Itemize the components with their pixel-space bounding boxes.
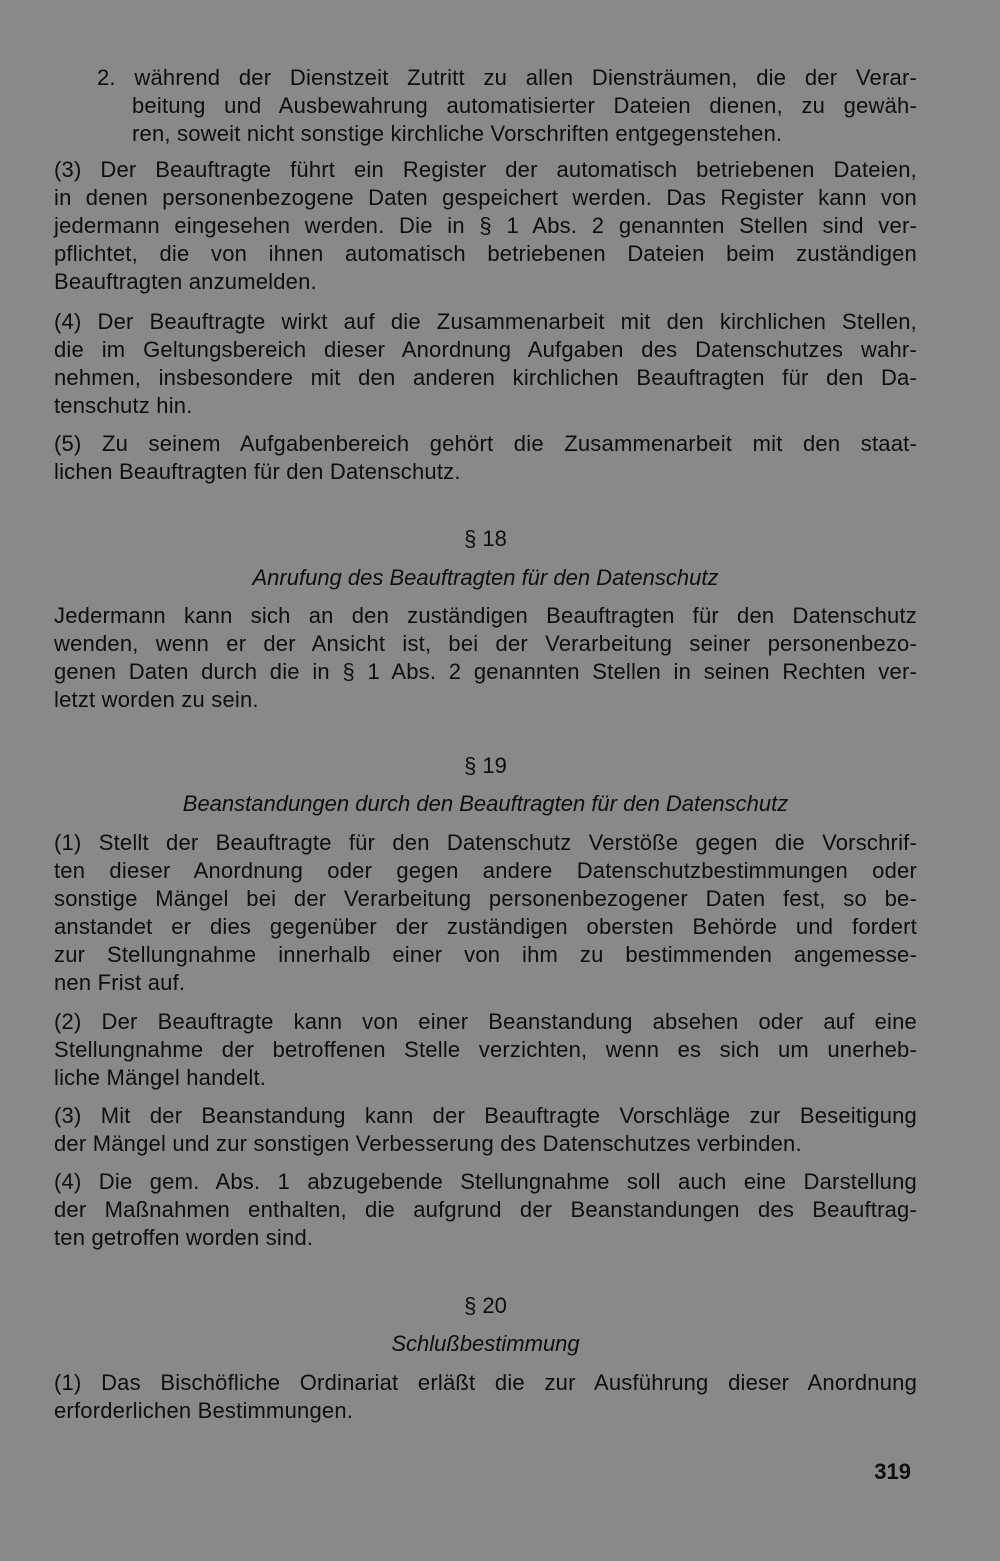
- text-line: wenden, wenn er der Ansicht ist, bei der Verarbeitung seiner personenbezo-: [54, 631, 917, 656]
- text-line: tenschutz hin.: [54, 393, 193, 418]
- text-line: (2) Der Beauftragte kann von einer Beanstandung absehen oder auf eine: [54, 1009, 917, 1034]
- paragraph-19-3: [54, 1102, 917, 1158]
- text-line: erforderlichen Bestimmungen.: [54, 1398, 354, 1423]
- paragraph-20-1: [54, 1369, 917, 1425]
- text-line: nen Frist auf.: [54, 970, 186, 995]
- paragraph-17-5: [54, 430, 917, 486]
- text-line: genen Daten durch die in § 1 Abs. 2 genannten Stellen in seinen Rechten ver-: [54, 659, 917, 684]
- text-line: der Maßnahmen enthalten, die aufgrund der Beanstandungen des Beauftrag-: [54, 1197, 917, 1222]
- paragraph-17-4: [54, 308, 917, 420]
- text-line: jedermann eingesehen werden. Die in § 1 Abs. 2 genannten Stellen sind ver-: [54, 213, 917, 238]
- text-line: der Mängel und zur sonstigen Verbesserung des Datenschutzes verbinden.: [54, 1131, 802, 1156]
- text-line: zur Stellungnahme innerhalb einer von ihm zu bestimmenden angemesse-: [54, 942, 917, 967]
- text-line: (1) Das Bischöfliche Ordinariat erläßt die zur Ausführung dieser Anordnung: [54, 1370, 917, 1395]
- text-line: Beauftragten anzumelden.: [54, 269, 317, 294]
- text-line: sonstige Mängel bei der Verarbeitung personenbezogener Daten fest, so be-: [54, 886, 917, 911]
- text-line: (3) Der Beauftragte führt ein Register der automatisch betriebenen Dateien,: [54, 157, 917, 182]
- page-number: 319: [874, 1459, 911, 1484]
- text-line: (3) Mit der Beanstandung kann der Beauftragte Vorschläge zur Beseitigung: [54, 1103, 917, 1128]
- section-title-20: Schlußbestimmung: [391, 1331, 580, 1356]
- text-line: (1) Stellt der Beauftragte für den Datenschutz Verstöße gegen die Vorschrif-: [54, 830, 917, 855]
- section-number-18: § 18: [464, 526, 507, 551]
- section-number-19: § 19: [464, 753, 507, 778]
- text-line: Stellungnahme der betroffenen Stelle verzichten, wenn es sich um unerheb-: [54, 1037, 917, 1062]
- text-line: anstandet er dies gegenüber der zuständigen obersten Behörde und fordert: [54, 914, 917, 939]
- list-item-2: [54, 64, 917, 148]
- section-number-20: § 20: [464, 1293, 507, 1318]
- paragraph-19-4: [54, 1168, 917, 1252]
- text-line: (4) Der Beauftragte wirkt auf die Zusammenarbeit mit den kirchlichen Stellen,: [54, 309, 917, 334]
- text-line: (4) Die gem. Abs. 1 abzugebende Stellungnahme soll auch eine Darstellung: [54, 1169, 917, 1194]
- text-line: die im Geltungsbereich dieser Anordnung Aufgaben des Datenschutzes wahr-: [54, 337, 917, 362]
- text-line: ten dieser Anordnung oder gegen andere Datenschutzbestimmungen oder: [54, 858, 917, 883]
- paragraph-19-2: [54, 1008, 917, 1092]
- text-line: Jedermann kann sich an den zuständigen Beauftragten für den Datenschutz: [54, 603, 917, 628]
- paragraph-18: [54, 602, 917, 714]
- text-line: (5) Zu seinem Aufgabenbereich gehört die Zusammenarbeit mit den staat-: [54, 431, 917, 456]
- text-line: pflichtet, die von ihnen automatisch betriebenen Dateien beim zuständigen: [54, 241, 917, 266]
- text-line: nehmen, insbesondere mit den anderen kirchlichen Beauftragten für den Da-: [54, 365, 917, 390]
- text-line: liche Mängel handelt.: [54, 1065, 267, 1090]
- text-line: 2. während der Dienstzeit Zutritt zu allen Diensträumen, die der Verar-: [97, 65, 917, 90]
- section-title-18: Anrufung des Beauftragten für den Datenschutz: [252, 565, 719, 590]
- paragraph-19-1: [54, 829, 917, 997]
- text-line: lichen Beauftragten für den Datenschutz.: [54, 459, 461, 484]
- text-line: in denen personenbezogene Daten gespeichert werden. Das Register kann von: [54, 185, 917, 210]
- text-line: letzt worden zu sein.: [54, 687, 259, 712]
- text-line: beitung und Ausbewahrung automatisierter Dateien dienen, zu gewäh-: [132, 93, 917, 118]
- section-title-19: Beanstandungen durch den Beauftragten für den Datenschutz: [182, 791, 789, 816]
- text-line: ren, soweit nicht sonstige kirchliche Vorschriften entgegenstehen.: [132, 121, 783, 146]
- text-line: ten getroffen worden sind.: [54, 1225, 314, 1250]
- paragraph-17-3: [54, 156, 917, 296]
